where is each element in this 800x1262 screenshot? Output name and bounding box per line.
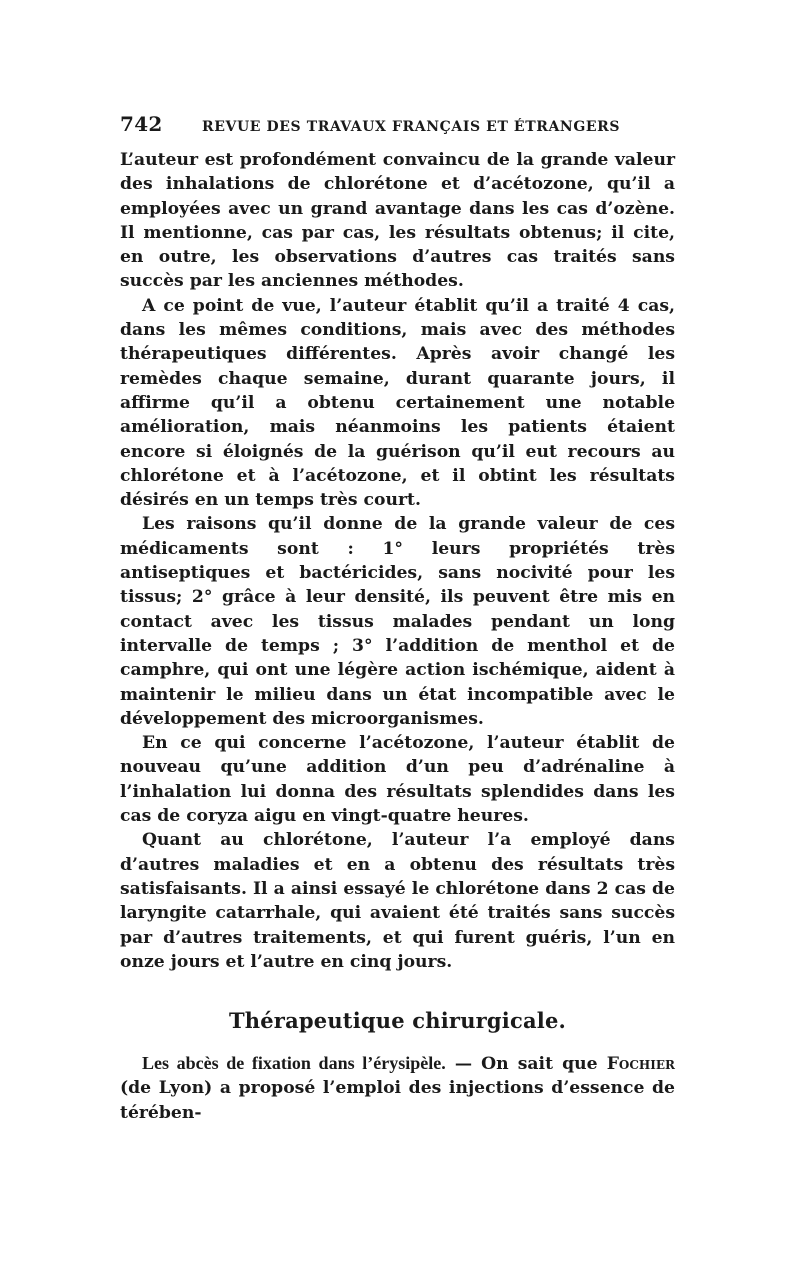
running-head xyxy=(120,112,675,142)
author-name: Fochier xyxy=(606,1054,675,1075)
lead-text-before-name: — On sait que xyxy=(445,1054,607,1075)
body-text xyxy=(120,148,675,974)
document-page xyxy=(120,112,675,1125)
section-lead-paragraph xyxy=(120,1051,675,1125)
run-in-title: Les abcès de fixation dans l’érysipèle. xyxy=(142,1053,446,1074)
journal-title: REVUE DES TRAVAUX FRANÇAIS ET ÉTRANGERS xyxy=(202,119,621,135)
page-number: 742 xyxy=(120,112,163,136)
paragraph-4: En ce qui concerne l’acétozone, l’auteur établit de nouveau qu’une addition d’un peu d’adrénaline à l’inhalation lui donna des résultats splendides dans les cas de coryza aigu en vingt-quatre heures. xyxy=(120,733,675,827)
paragraph-2: A ce point de vue, l’auteur établit qu’il a traité 4 cas, dans les mêmes conditions, mais avec des méthodes thérapeutiques différentes. Après avoir changé les remèdes chaque semaine, durant quarante jours, il affirme qu’il a obtenu certainement une notable amélioration, mais néanmoins les patients étaient encore si éloignés de la guérison qu’il eut recours au chlorétone et à l’acétozone, et il obtint les résultats désirés en un temps très court. xyxy=(120,295,675,511)
paragraph-1: L’auteur est profondément convaincu de la grande valeur des inhalations de chlorétone et d’acétozone, qu’il a employées avec un grand avantage dans les cas d’ozène. Il mentionne, cas par cas, les résultats obtenus; il cite, en outre, les observations d’autres cas traités sans succès par les anciennes méthodes. xyxy=(120,150,675,292)
paragraph-5: Quant au chlorétone, l’auteur l’a employé dans d’autres maladies et en a obtenu des résultats très satisfaisants. Il a ainsi essayé le chlorétone dans 2 cas de laryngite catarrhale, qui avaient été traités sans succès par d’autres traitements, et qui furent guéris, l’un en onze jours et l’autre en cinq jours. xyxy=(120,830,675,972)
lead-text-after-name: (de Lyon) a proposé l’emploi des injections d’essence de térében- xyxy=(120,1078,675,1123)
section-heading: Thérapeutique chirurgicale. xyxy=(228,1008,567,1034)
paragraph-3: Les raisons qu’il donne de la grande valeur de ces médicaments sont : 1° leurs propriétés très antiseptiques et bactéricides, sans nocivité pour les tissus; 2° grâce à leur densité, ils peuvent être mis en contact avec les tissus malades pendant un long intervalle de temps ; 3° l’addition de menthol et de camphre, qui ont une légère action ischémique, aident à maintenir le milieu dans un état incompatible avec le développement des microorganismes. xyxy=(120,514,675,729)
